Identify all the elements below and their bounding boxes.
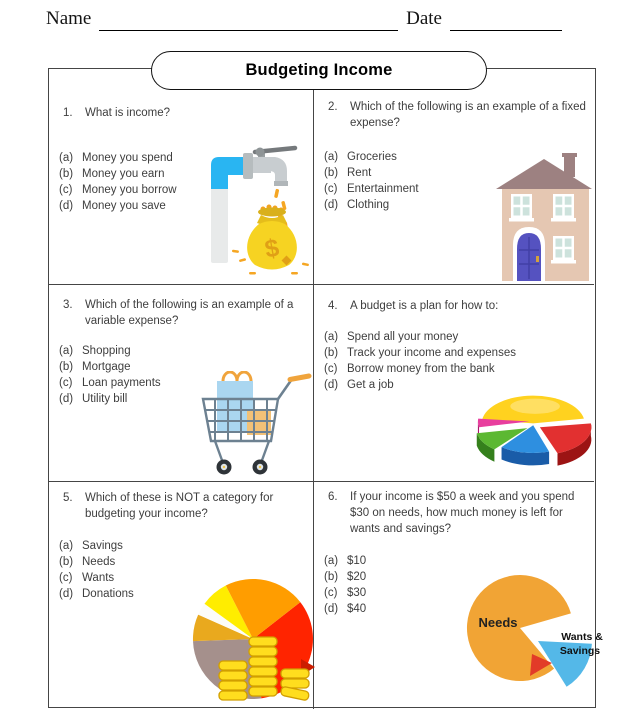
needs-wants-pie-image bbox=[454, 564, 614, 709]
option-key: (d) bbox=[324, 199, 339, 211]
question-cell-4 bbox=[314, 285, 594, 482]
option-key: (b) bbox=[59, 361, 74, 373]
option-line bbox=[324, 329, 594, 345]
quiz-grid bbox=[48, 61, 603, 708]
question-number: 1. bbox=[63, 107, 73, 119]
question-text: Which of these is NOT a category for budgeting your income? bbox=[85, 492, 274, 520]
money-faucet-image bbox=[199, 145, 311, 279]
option-text: Get a job bbox=[347, 379, 394, 391]
option-text: $40 bbox=[347, 603, 367, 615]
option-text: Needs bbox=[82, 556, 116, 568]
question-5 bbox=[49, 490, 313, 522]
option-key: (d) bbox=[59, 393, 74, 405]
option-text: Track your income and expenses bbox=[347, 347, 516, 359]
question-4 bbox=[314, 298, 594, 314]
option-key: (c) bbox=[324, 587, 338, 599]
pie-chart-3d-icon bbox=[477, 396, 592, 466]
date-blank-line[interactable] bbox=[450, 6, 562, 31]
house-icon bbox=[496, 153, 592, 281]
option-key: (c) bbox=[59, 377, 73, 389]
money-bag-icon bbox=[247, 205, 297, 270]
question-text: Which of the following is an example of a variable expense? bbox=[85, 299, 294, 327]
cart-wheel-icon bbox=[217, 460, 232, 475]
option-key: (b) bbox=[59, 556, 74, 568]
option-line bbox=[324, 345, 594, 361]
pie-chart-3d-image bbox=[476, 384, 598, 479]
option-text: Money you spend bbox=[82, 152, 173, 164]
option-key: (c) bbox=[324, 183, 338, 195]
cart-handle-grip bbox=[290, 376, 309, 380]
shopping-bags-icon bbox=[217, 372, 271, 435]
name-blank-line[interactable] bbox=[99, 6, 398, 31]
question-number: 2. bbox=[328, 101, 338, 113]
option-text: Money you save bbox=[82, 200, 166, 212]
window-icon bbox=[551, 194, 576, 222]
question-cell-1 bbox=[49, 69, 314, 285]
wants-savings-label-line1: Wants & bbox=[561, 631, 603, 643]
option-text: Donations bbox=[82, 588, 134, 600]
option-key: (c) bbox=[324, 363, 338, 375]
option-text: $10 bbox=[347, 555, 367, 567]
option-key: (d) bbox=[59, 200, 74, 212]
option-text: Money you earn bbox=[82, 168, 165, 180]
option-key: (a) bbox=[59, 540, 74, 552]
option-text: Savings bbox=[82, 540, 123, 552]
wants-savings-label-line2: Savings bbox=[559, 645, 601, 657]
option-key: (d) bbox=[324, 379, 339, 391]
option-text: Clothing bbox=[347, 199, 390, 211]
name-label: Name bbox=[46, 8, 92, 29]
question-2 bbox=[314, 99, 594, 131]
option-key: (c) bbox=[59, 184, 73, 196]
option-text: Shopping bbox=[82, 345, 131, 357]
cart-wheel-icon bbox=[253, 460, 268, 475]
option-key: (d) bbox=[59, 588, 74, 600]
question-cell-3 bbox=[49, 285, 314, 482]
question-text: Which of the following is an example of a fixed expense? bbox=[350, 101, 586, 129]
question-cell-2 bbox=[314, 69, 594, 285]
option-text: Loan payments bbox=[82, 377, 161, 389]
door-icon bbox=[513, 227, 545, 281]
option-key: (a) bbox=[324, 151, 339, 163]
option-text: Utility bill bbox=[82, 393, 128, 405]
needs-slice-label: Needs bbox=[478, 615, 518, 630]
date-label: Date bbox=[406, 8, 442, 29]
question-1 bbox=[49, 105, 313, 121]
question-number: 6. bbox=[328, 491, 338, 503]
house-image bbox=[489, 153, 597, 281]
question-6 bbox=[314, 489, 594, 537]
question-3 bbox=[49, 297, 313, 329]
pie-chart-coins-image bbox=[191, 577, 315, 712]
option-key: (a) bbox=[59, 152, 74, 164]
question-text: A budget is a plan for how to: bbox=[350, 300, 499, 312]
option-key: (b) bbox=[324, 167, 339, 179]
question-number: 4. bbox=[328, 300, 338, 312]
option-key: (a) bbox=[59, 345, 74, 357]
worksheet-title: Budgeting Income bbox=[245, 61, 393, 79]
window-icon bbox=[551, 236, 576, 264]
option-text: Borrow money from the bank bbox=[347, 363, 495, 375]
question-number: 3. bbox=[63, 299, 73, 311]
option-text: $20 bbox=[347, 571, 367, 583]
question-number: 5. bbox=[63, 492, 73, 504]
option-key: (b) bbox=[324, 571, 339, 583]
worksheet-title-pill bbox=[151, 51, 487, 90]
option-line bbox=[59, 343, 313, 359]
option-key: (c) bbox=[59, 572, 73, 584]
option-line bbox=[324, 361, 594, 377]
option-key: (b) bbox=[59, 168, 74, 180]
shopping-cart-image bbox=[195, 371, 313, 477]
option-text: $30 bbox=[347, 587, 367, 599]
option-text: Money you borrow bbox=[82, 184, 177, 196]
window-icon bbox=[509, 194, 534, 222]
option-text: Groceries bbox=[347, 151, 397, 163]
option-text: Entertainment bbox=[347, 183, 419, 195]
option-key: (d) bbox=[324, 603, 339, 615]
option-text: Wants bbox=[82, 572, 115, 584]
option-line bbox=[59, 554, 313, 570]
question-text: What is income? bbox=[85, 107, 171, 119]
option-text: Spend all your money bbox=[347, 331, 459, 343]
option-key: (a) bbox=[324, 331, 339, 343]
option-key: (b) bbox=[324, 347, 339, 359]
dollar-sign: $ bbox=[262, 233, 282, 264]
name-date-row bbox=[46, 6, 562, 31]
option-line bbox=[59, 538, 313, 554]
question-text: If your income is $50 a week and you spend $30 on needs, how much money is left for wants and savings? bbox=[350, 491, 575, 535]
option-text: Rent bbox=[347, 167, 372, 179]
option-text: Mortgage bbox=[82, 361, 131, 373]
option-key: (a) bbox=[324, 555, 339, 567]
